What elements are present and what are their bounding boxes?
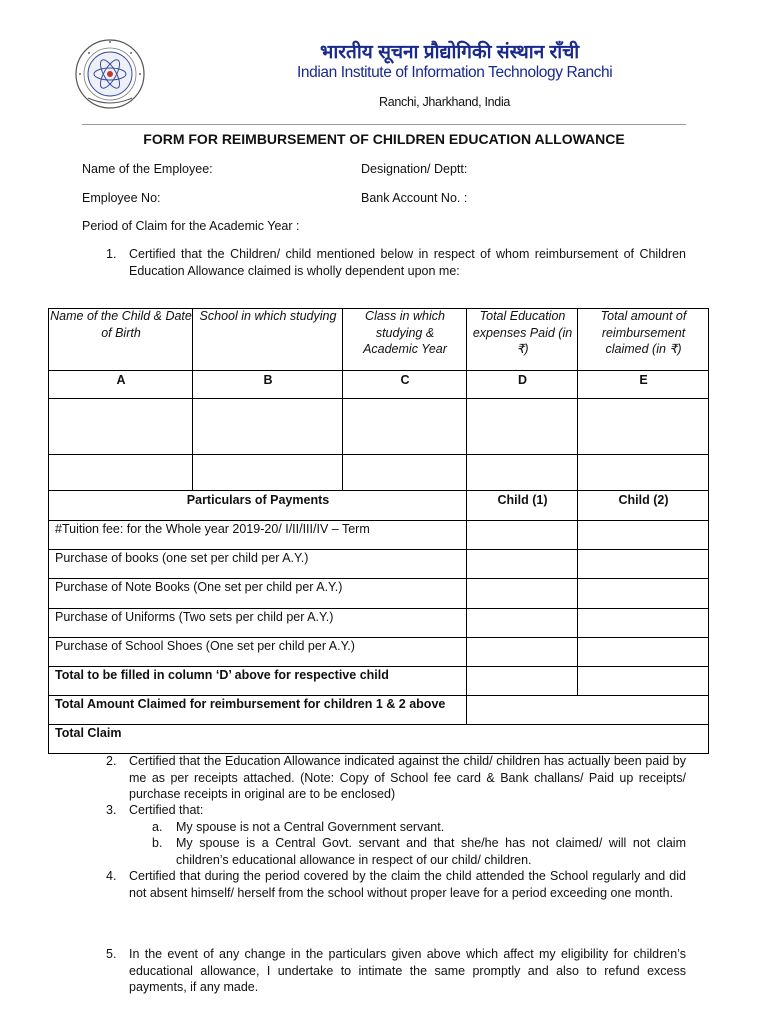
header-class-year: Class in which studying & Academic Year bbox=[363, 309, 447, 356]
employee-name-field[interactable]: Name of the Employee: bbox=[82, 162, 213, 176]
column-letter-e: E bbox=[639, 373, 648, 387]
employee-no-field[interactable]: Employee No: bbox=[82, 191, 161, 205]
designation-field[interactable]: Designation/ Deptt: bbox=[361, 162, 468, 176]
subitem-letter: a. bbox=[152, 820, 163, 834]
table-row-total-column-d: Total to be filled in column ‘D’ above for respective child bbox=[55, 668, 389, 682]
item-text: Certified that the Education Allowance indicated against the child/ children has actually been paid by me as per receipts attached. (Note: Copy of School fee card & Bank challans/ Paid up receipts/ purchase receipts in original are to be enclosed) bbox=[129, 754, 686, 801]
item-text: Certified that: bbox=[129, 803, 204, 817]
column-letter-d: D bbox=[517, 373, 528, 387]
column-letter-b: B bbox=[263, 373, 273, 387]
form-title: FORM FOR REIMBURSEMENT OF CHILDREN EDUCATION ALLOWANCE bbox=[143, 131, 625, 147]
institute-name: Indian Institute of Information Technology Ranchi bbox=[297, 64, 613, 81]
header-total-expenses: Total Education expenses Paid (in ₹) bbox=[472, 309, 573, 356]
column-letter-a: A bbox=[116, 373, 126, 387]
table-row-tuition-fee: #Tuition fee: for the Whole year 2019-20/ I/II/III/IV – Term bbox=[55, 522, 370, 536]
institute-name-hindi: भारतीय सूचना प्रौद्योगिकी संस्थान राँची bbox=[320, 42, 580, 63]
column-letter-c: C bbox=[400, 373, 410, 387]
particulars-header: Particulars of Payments bbox=[186, 493, 330, 507]
table-row-books: Purchase of books (one set per child per A.Y.) bbox=[55, 551, 309, 565]
table-row-uniforms: Purchase of Uniforms (Two sets per child per A.Y.) bbox=[55, 610, 334, 624]
item-text: Certified that during the period covered by the claim the child attended the School regularly and did not absent himself/ herself from the school without proper leave for a period exceeding one month. bbox=[129, 869, 686, 900]
institute-location: Ranchi, Jharkhand, India bbox=[379, 95, 511, 109]
claim-period-field[interactable]: Period of Claim for the Academic Year : bbox=[82, 219, 300, 233]
certification-item-4 bbox=[106, 868, 686, 918]
subitem-text: My spouse is not a Central Government servant. bbox=[176, 820, 445, 834]
subitem-letter: b. bbox=[152, 836, 163, 850]
table-row-note-books: Purchase of Note Books (One set per child per A.Y.) bbox=[55, 580, 343, 594]
item-number: 1. bbox=[106, 247, 117, 261]
child-1-header: Child (1) bbox=[497, 493, 548, 507]
certification-item-1 bbox=[106, 246, 686, 280]
header-divider bbox=[82, 124, 686, 125]
bank-account-field[interactable]: Bank Account No. : bbox=[361, 191, 468, 205]
table-row-total-amount: Total Amount Claimed for reimbursement for children 1 & 2 above bbox=[55, 697, 446, 711]
item-number: 4. bbox=[106, 869, 117, 883]
item-number: 5. bbox=[106, 947, 117, 961]
header-child-name-dob: Name of the Child & Date of Birth bbox=[50, 309, 192, 340]
certification-item-2 bbox=[106, 753, 686, 803]
table-row-school-shoes: Purchase of School Shoes (One set per child per A.Y.) bbox=[55, 639, 355, 653]
item-number: 2. bbox=[106, 754, 117, 768]
item-text: In the event of any change in the particulars given above which affect my eligibility for children’s educational allowance, I undertake to intimate the same promptly and also to refund excess payments, if any made. bbox=[129, 947, 686, 994]
institute-logo-icon bbox=[74, 38, 146, 110]
child-2-header: Child (2) bbox=[618, 493, 669, 507]
item-text: Certified that the Children/ child mentioned below in respect of whom reimbursement of Children Education Allowance claimed is wholly dependent upon me: bbox=[129, 247, 686, 278]
header-total-reimbursement: Total amount of reimbursement claimed (in ₹) bbox=[600, 309, 687, 356]
table-row-total-claim: Total Claim bbox=[55, 726, 122, 740]
certification-item-3a bbox=[152, 819, 686, 836]
certification-item-3 bbox=[106, 802, 686, 819]
item-number: 3. bbox=[106, 803, 117, 817]
certification-item-5 bbox=[106, 946, 686, 996]
subitem-text: My spouse is a Central Govt. servant and that she/he has not claimed/ will not claim children’s educational allowance in respect of our child/ children. bbox=[176, 836, 686, 867]
header-school: School in which studying bbox=[199, 309, 337, 323]
certification-item-3b bbox=[152, 835, 686, 869]
